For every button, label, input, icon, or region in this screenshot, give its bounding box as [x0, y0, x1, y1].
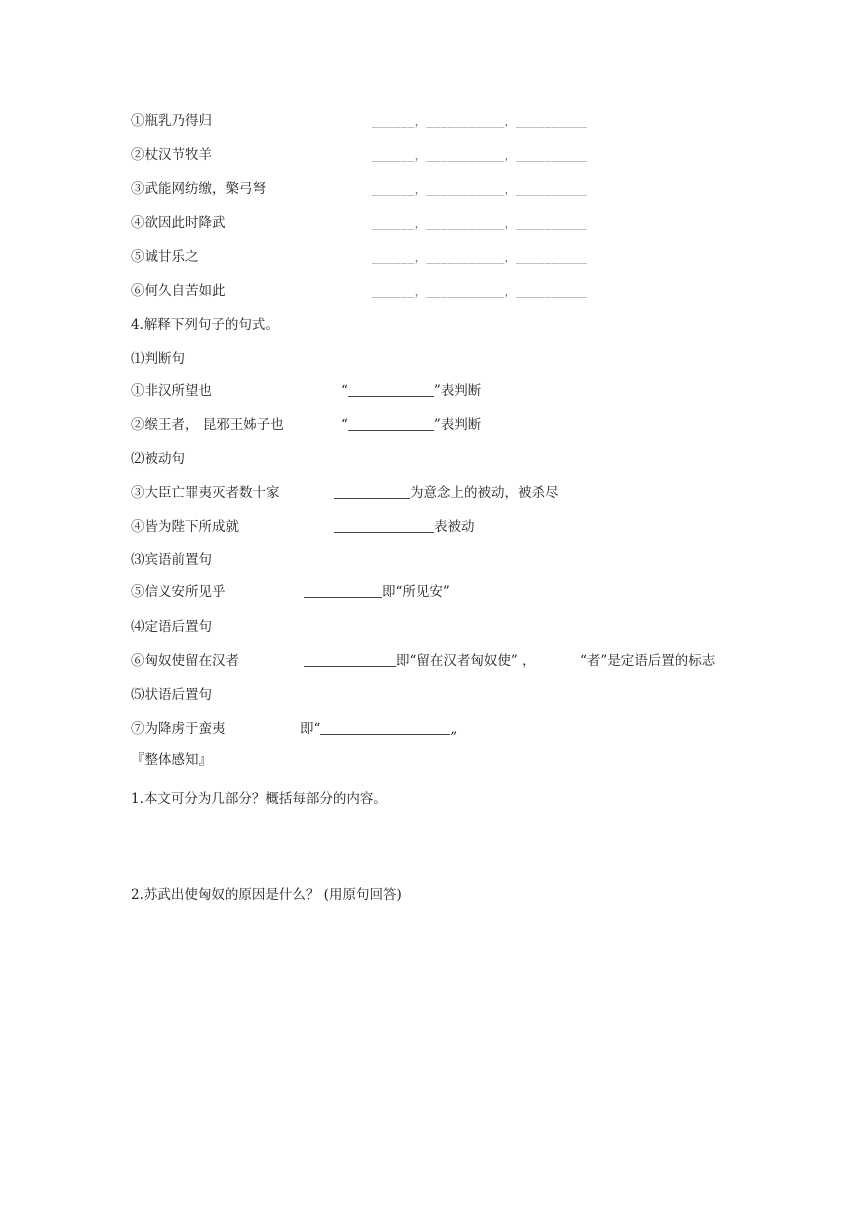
- perception-question-2: 2.苏武出使匈奴的原因是什么？ (用原句回答): [131, 887, 402, 903]
- suffix-7: „: [450, 721, 458, 737]
- sentence-2: ②缑王者， 昆邪王姊子也: [131, 417, 284, 433]
- word-blanks-2[interactable]: ______，___________，__________: [372, 149, 588, 162]
- answer-4: [334, 517, 475, 537]
- section-passive-label: ⑵被动句: [131, 451, 185, 467]
- note-6: 即“留在汉者匈奴使” ，: [396, 653, 536, 669]
- word-item-1: ①瓶乳乃得归: [131, 113, 212, 129]
- word-item-6: ⑥何久自苦如此: [131, 283, 226, 299]
- answer-1: [341, 381, 481, 401]
- word-blanks-5[interactable]: ______，___________，__________: [372, 251, 588, 264]
- sentence-4: ④皆为陛下所成就: [131, 519, 239, 535]
- sentence-1: ①非汉所望也: [131, 383, 212, 399]
- sentence-5: ⑤信义安所见乎: [131, 584, 226, 600]
- blank-6[interactable]: [304, 652, 396, 667]
- sentence-3: ③大臣亡罪夷灭者数十家: [131, 485, 280, 501]
- word-item-2: ②杖汉节牧羊: [131, 147, 212, 163]
- note-2: ”表判断: [433, 417, 482, 433]
- answer-3: [334, 483, 559, 503]
- perception-question-1: 1.本文可分为几部分？概括每部分的内容。: [131, 791, 387, 807]
- note-4: 表被动: [434, 519, 475, 535]
- blank-3[interactable]: [334, 484, 410, 499]
- note-1: ”表判断: [433, 383, 482, 399]
- question-4-title: 4.解释下列句子的句式。: [131, 317, 279, 333]
- sentence-6: ⑥匈奴使留在汉者: [131, 653, 239, 669]
- blank-5[interactable]: [304, 583, 382, 598]
- answer-5: [304, 582, 450, 602]
- blank-4[interactable]: [334, 518, 434, 533]
- section-judgment-label: ⑴判断句: [131, 351, 185, 367]
- answer-2: [341, 415, 481, 435]
- answer-7: [300, 719, 457, 739]
- section-object-fronting-label: ⑶宾语前置句: [131, 552, 212, 568]
- open-quote: “: [341, 383, 348, 399]
- word-blanks-1[interactable]: ______，___________，__________: [372, 115, 588, 128]
- note-6b: “者”是定语后置的标志: [580, 653, 716, 669]
- answer-6: [304, 651, 536, 671]
- prefix-7: 即“: [300, 721, 321, 737]
- word-item-3: ③武能网纺缴，檠弓弩: [131, 181, 266, 197]
- blank-7[interactable]: [320, 720, 450, 735]
- open-quote: “: [341, 417, 348, 433]
- word-blanks-3[interactable]: ______，___________，__________: [372, 183, 588, 196]
- note-5: 即“所见安”: [382, 584, 450, 600]
- blank-1[interactable]: [348, 382, 434, 397]
- word-item-4: ④欲因此时降武: [131, 215, 226, 231]
- word-blanks-4[interactable]: ______，___________，__________: [372, 217, 588, 230]
- blank-2[interactable]: [348, 416, 434, 431]
- sentence-7: ⑦为降虏于蛮夷: [131, 721, 226, 737]
- section-adverbial-label: ⑸状语后置句: [131, 687, 212, 703]
- section-attributive-label: ⑷定语后置句: [131, 619, 212, 635]
- perception-title: 『整体感知』: [131, 752, 212, 768]
- note-3: 为意念上的被动，被杀尽: [410, 485, 559, 501]
- word-item-5: ⑤诚甘乐之: [131, 249, 199, 265]
- word-blanks-6[interactable]: ______，___________，__________: [372, 285, 588, 298]
